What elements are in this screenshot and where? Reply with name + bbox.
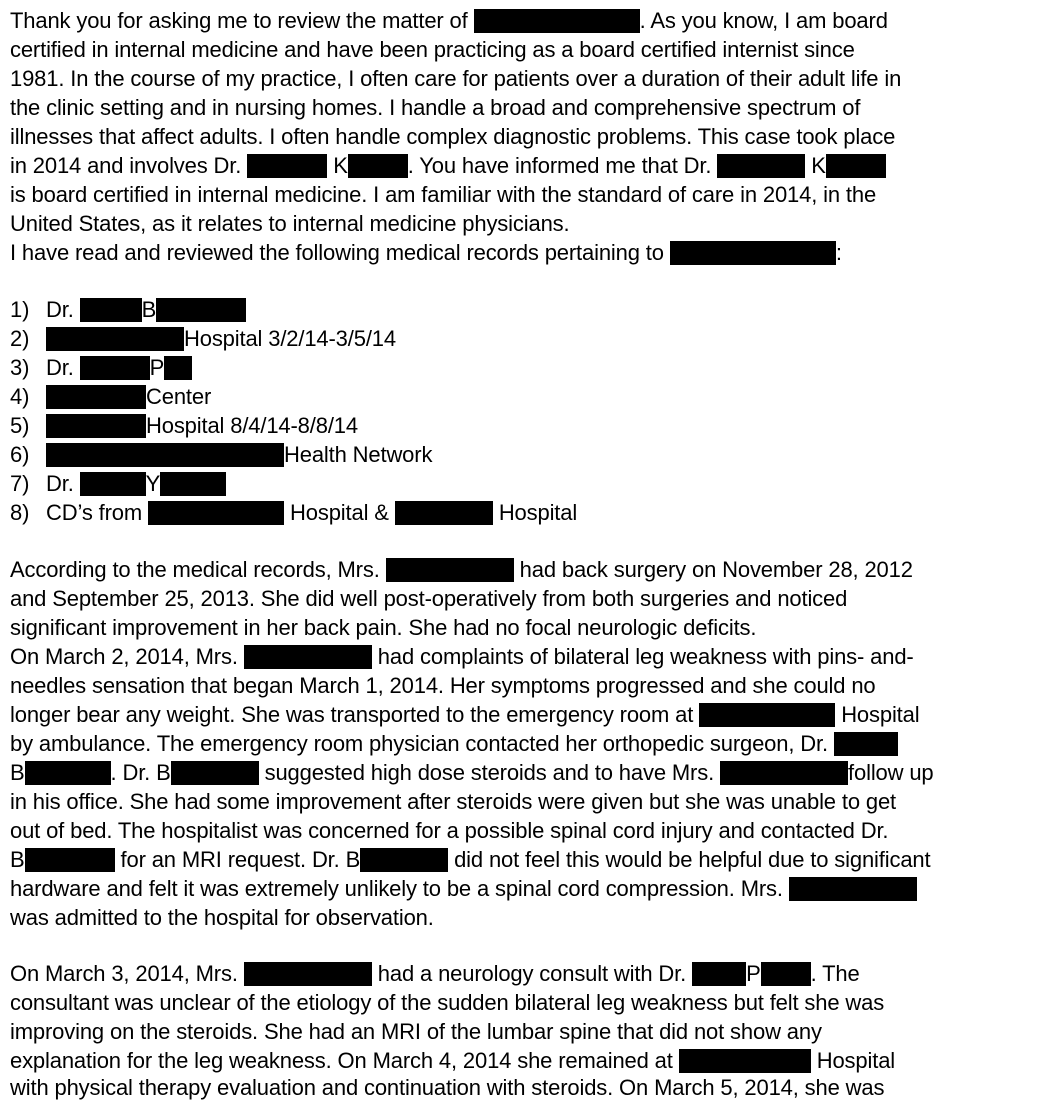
redaction-bar	[834, 732, 898, 756]
redaction-bar	[789, 877, 917, 901]
redaction-bar	[717, 154, 805, 178]
list-item: 3) Dr. P	[10, 354, 192, 382]
redaction-bar	[386, 558, 514, 582]
redaction-bar	[679, 1049, 811, 1073]
text-line: longer bear any weight. She was transported to the emergency room at Hospital	[10, 702, 920, 727]
redaction-bar	[360, 848, 448, 872]
list-item: 2) Hospital 3/2/14-3/5/14	[10, 326, 396, 351]
text-line: On March 2, 2014, Mrs. had complaints of bilateral leg weakness with pins- and-	[10, 644, 914, 669]
redaction-bar	[244, 962, 372, 986]
text-line: in 2014 and involves Dr. K . You have informed me that Dr. K	[10, 152, 886, 180]
text-line: consultant was unclear of the etiology of the sudden bilateral leg weakness but felt she was	[10, 990, 885, 1015]
redaction-bar	[164, 356, 192, 380]
redaction-bar	[80, 298, 142, 322]
redaction-bar	[244, 645, 372, 669]
list-item: 5) Hospital 8/4/14-8/8/14	[10, 413, 358, 438]
text-line: and September 25, 2013. She did well post-operatively from both surgeries and noticed	[10, 586, 848, 611]
redaction-bar	[348, 154, 408, 178]
redaction-bar	[46, 414, 146, 438]
text-line: certified in internal medicine and have been practicing as a board certified internist since	[10, 37, 855, 62]
text-line: out of bed. The hospitalist was concerned for a possible spinal cord injury and contacted Dr.	[10, 818, 889, 843]
redaction-bar	[247, 154, 327, 178]
list-item: 8) CD’s from Hospital & Hospital	[10, 500, 578, 525]
text-line: Thank you for asking me to review the matter of . As you know, I am board	[10, 8, 888, 33]
redaction-bar	[699, 703, 835, 727]
text-line: According to the medical records, Mrs. had back surgery on November 28, 2012	[10, 557, 913, 582]
redaction-bar	[46, 327, 184, 351]
redaction-bar	[826, 154, 886, 178]
text-line: B . Dr. B suggested high dose steroids and to have Mrs. follow up	[10, 760, 934, 785]
text-line: significant improvement in her back pain. She had no focal neurologic deficits.	[10, 615, 757, 640]
text-line: I have read and reviewed the following medical records pertaining to :	[10, 240, 842, 265]
redaction-bar	[160, 472, 226, 496]
text-line: by ambulance. The emergency room physician contacted her orthopedic surgeon, Dr.	[10, 730, 898, 758]
list-item: 7) Dr. Y	[10, 470, 226, 498]
redaction-bar	[25, 761, 111, 785]
list-item: 4) Center	[10, 384, 212, 409]
redaction-bar	[46, 385, 146, 409]
redaction-bar	[395, 501, 493, 525]
text-line: is board certified in internal medicine. I am familiar with the standard of care in 2014, in the	[10, 182, 877, 207]
text-line: On March 3, 2014, Mrs. had a neurology consult with Dr. P . The	[10, 961, 860, 986]
redaction-bar	[156, 298, 246, 322]
redaction-bar	[670, 241, 836, 265]
redaction-bar	[46, 443, 284, 467]
text-line: in his office. She had some improvement after steroids were given but she was unable to get	[10, 789, 896, 814]
text-line: hardware and felt it was extremely unlikely to be a spinal cord compression. Mrs.	[10, 875, 917, 903]
text-line: improving on the steroids. She had an MRI of the lumbar spine that did not show any	[10, 1019, 822, 1044]
redaction-bar	[171, 761, 259, 785]
redaction-bar	[80, 356, 150, 380]
text-line: with physical therapy evaluation and continuation with steroids. On March 5, 2014, she was	[10, 1075, 885, 1100]
text-line: was admitted to the hospital for observation.	[10, 905, 434, 930]
list-item: 6) Health Network	[10, 442, 433, 467]
redaction-bar	[80, 472, 146, 496]
redaction-bar	[720, 761, 848, 785]
redaction-bar	[692, 962, 746, 986]
redaction-bar	[761, 962, 811, 986]
text-line: explanation for the leg weakness. On March 4, 2014 she remained at Hospital	[10, 1048, 896, 1073]
text-line: the clinic setting and in nursing homes. I handle a broad and comprehensive spectrum of	[10, 95, 861, 120]
text-line: 1981. In the course of my practice, I often care for patients over a duration of their adult life in	[10, 66, 902, 91]
text-line: United States, as it relates to internal medicine physicians.	[10, 211, 570, 236]
redaction-bar	[148, 501, 284, 525]
redaction-bar	[25, 848, 115, 872]
list-item: 1) Dr. B	[10, 296, 246, 324]
redaction-bar	[474, 9, 640, 33]
text-line: B for an MRI request. Dr. B did not feel this would be helpful due to significant	[10, 847, 931, 872]
text-line: needles sensation that began March 1, 2014. Her symptoms progressed and she could no	[10, 673, 876, 698]
text-line: illnesses that affect adults. I often handle complex diagnostic problems. This case took place	[10, 124, 896, 149]
